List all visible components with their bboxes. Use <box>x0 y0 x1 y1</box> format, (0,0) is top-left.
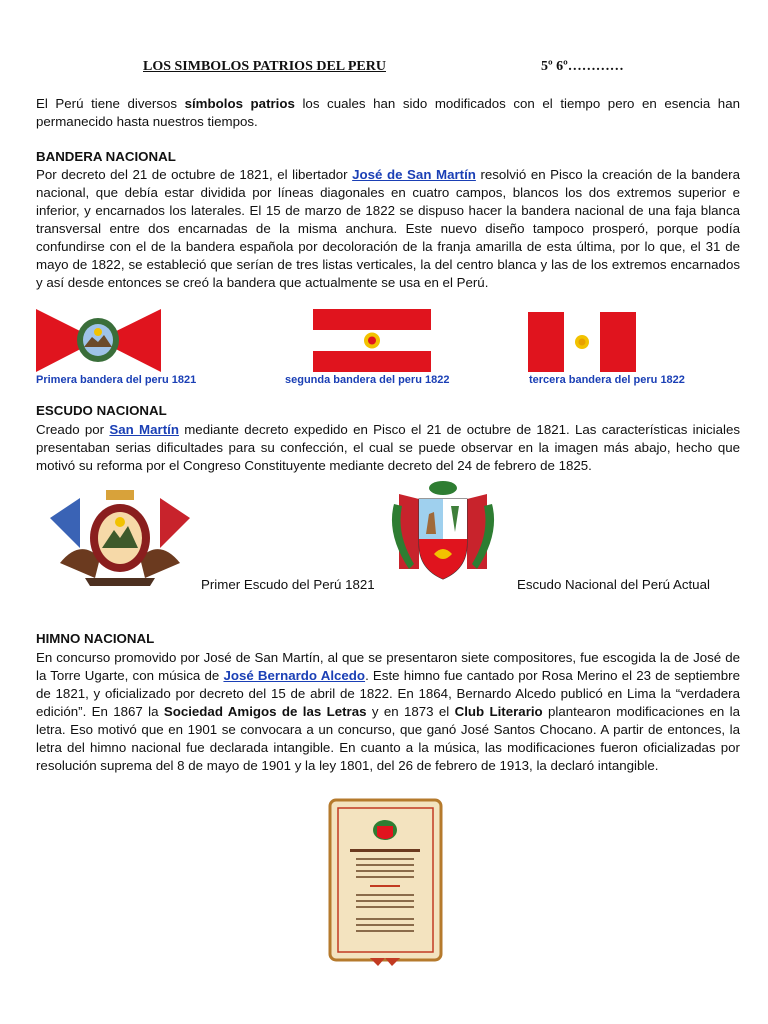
intro-paragraph <box>36 95 740 131</box>
shield-caption-2: Escudo Nacional del Perú Actual <box>517 577 710 592</box>
san-martin-link-2[interactable]: San Martín <box>109 422 179 437</box>
grade-label: 5º 6º………… <box>541 59 624 74</box>
anthem-scroll-image <box>318 794 453 970</box>
document-title: LOS SIMBOLOS PATRIOS DEL PERU <box>143 59 386 74</box>
shield-caption-1: Primer Escudo del Perú 1821 <box>201 577 375 592</box>
bandera-text-b: resolvió en Pisco la creación de la bandera nacional, que debía estar dividida por líneas diagonales en cuatro campos, blancos los dos extremos superior e inferior, y encarnados los laterales. El 15 de marzo de 1822 se dispuso hacer la bandera nacional de una faja blanca transversal entre dos encarnadas de la misma anchura. Este nuevo diseño tampoco prosperó, porque podía confundirse con el de la bandera española por decoloración de la franja amarilla de esta última, por lo que, el 31 de mayo de 1822, se estableció que serían de tres listas verticales, la del centro blanca y las de los extremos encarnados y así desde entonces se creó la bandera que actualmente se usa en el Perú. <box>36 167 740 290</box>
escudo-heading: ESCUDO NACIONAL <box>36 403 167 418</box>
current-shield-image <box>384 474 502 592</box>
first-flag-1821-image <box>36 309 161 372</box>
himno-paragraph <box>36 649 740 775</box>
third-flag-1822-image <box>528 312 636 372</box>
intro-bold: símbolos patrios <box>184 96 295 111</box>
bandera-paragraph <box>36 166 740 292</box>
intro-text-a: El Perú tiene diversos <box>36 96 185 111</box>
intro-text-b: los cuales han sido modificados con el tiempo pero en esencia han permanecido hasta nuestros tiempos. <box>36 96 740 129</box>
escudo-text-b: mediante decreto expedido en Pisco el 21 de octubre de 1821. Las características iniciales presentaban serias dificultades para su confección, el cual se puede observar en la imagen más abajo, hecho que motivó su reforma por el Congreso Constituyente mediante decreto del 24 de febrero de 1825. <box>36 422 740 473</box>
himno-bold-2: Club Literario <box>454 704 543 719</box>
himno-text-c: y en 1873 el <box>366 704 455 719</box>
escudo-paragraph <box>36 421 740 475</box>
himno-heading: HIMNO NACIONAL <box>36 631 155 646</box>
himno-bold-1: Sociedad Amigos de las Letras <box>163 704 367 719</box>
alcedo-link[interactable]: José Bernardo Alcedo <box>223 668 366 683</box>
himno-text-a: En concurso promovido por José de San Martín, al que se presentaron siete compositores, fue escogida la de José de la Torre Ugarte, con música de <box>36 650 740 683</box>
flag-caption-3: tercera bandera del peru 1822 <box>529 374 685 386</box>
first-shield-1821-image <box>40 478 200 590</box>
title-row <box>143 59 743 75</box>
bandera-heading: BANDERA NACIONAL <box>36 149 176 164</box>
escudo-text-a: Creado por <box>36 422 110 437</box>
bandera-text-a: Por decreto del 21 de octubre de 1821, el libertador <box>36 167 353 182</box>
flag-caption-2: segunda bandera del peru 1822 <box>285 374 450 386</box>
himno-text-b: . Este himno fue cantado por Rosa Merino el 23 de septiembre de 1821, y oficializado por decreto del 15 de abril de 1822. En 1864, Bernardo Alcedo publicó en Lima la “verdadera edición”. En 1867 la <box>36 668 740 719</box>
second-flag-1822-image <box>313 309 431 372</box>
flag-caption-1: Primera bandera del peru 1821 <box>36 374 197 386</box>
himno-text-d: plantearon modificaciones en la letra. Eso motivó que en 1901 se convocara a un concurso, que ganó José Santos Chocano. A partir de entonces, la letra del himno nacional fue declarada intangible. En cuanto a la música, las modificaciones fueron oficializadas por resolución suprema del 8 de mayo de 1901 y la ley 1801, del 26 de febrero de 1913, la declaró intangible. <box>36 704 740 773</box>
san-martin-link[interactable]: José de San Martín <box>352 167 476 182</box>
